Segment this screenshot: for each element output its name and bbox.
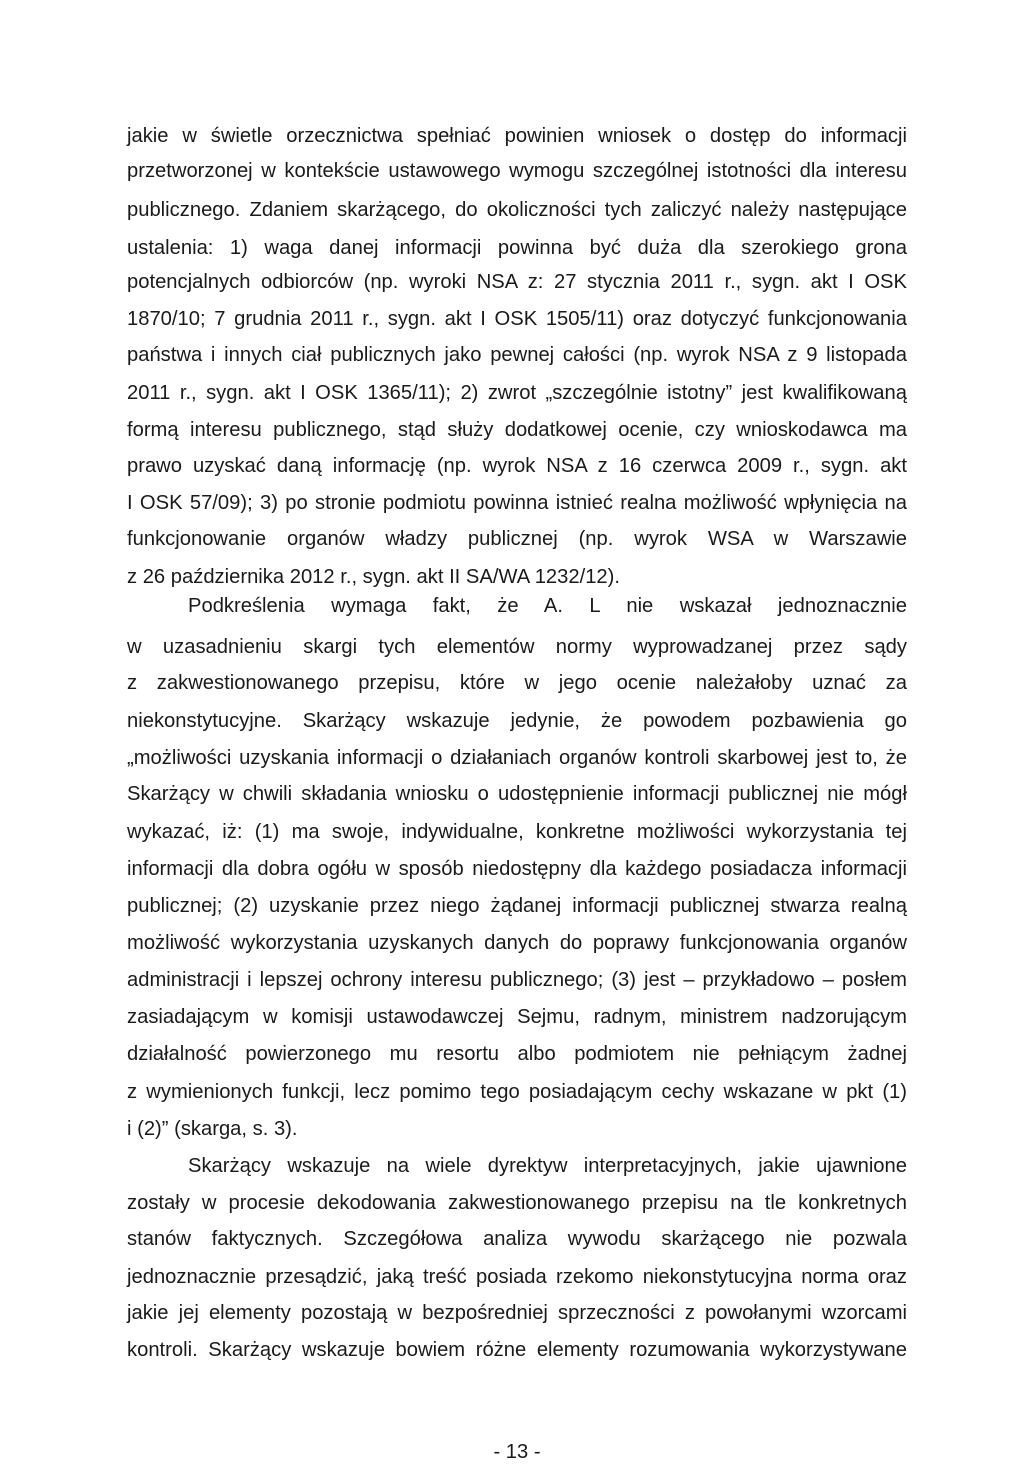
text-line: zostały w procesie dekodowania zakwestionowanego przepisu na tle konkretnych: [127, 1192, 907, 1214]
text-line: 1870/10; 7 grudnia 2011 r., sygn. akt I OSK 1505/11) oraz dotyczyć funkcjonowania: [127, 308, 907, 330]
text-line: działalność powierzonego mu resortu albo podmiotem nie pełniącym żadnej: [127, 1043, 907, 1065]
text-line: i (2)” (skarga, s. 3).: [127, 1118, 298, 1140]
text-line: formą interesu publicznego, stąd służy dodatkowej ocenie, czy wnioskodawca ma: [127, 419, 907, 441]
text-line: publicznej; (2) uzyskanie przez niego żądanej informacji publicznej stwarza realną: [127, 895, 907, 917]
text-line: ustalenia: 1) waga danej informacji powinna być duża dla szerokiego grona: [127, 237, 907, 259]
text-line: przetworzonej w kontekście ustawowego wymogu szczególnej istotności dla interesu: [127, 160, 907, 182]
text-line: z wymienionych funkcji, lecz pomimo tego posiadającym cechy wskazane w pkt (1): [127, 1081, 907, 1103]
text-line: administracji i lepszej ochrony interesu publicznego; (3) jest – przykładowo – posłem: [127, 969, 907, 991]
text-line: kontroli. Skarżący wskazuje bowiem różne elementy rozumowania wykorzystywane: [127, 1339, 907, 1361]
text-line: możliwość wykorzystania uzyskanych danych do poprawy funkcjonowania organów: [127, 932, 907, 954]
text-line: z zakwestionowanego przepisu, które w jego ocenie należałoby uznać za: [127, 672, 907, 694]
text-line: w uzasadnieniu skargi tych elementów normy wyprowadzanej przez sądy: [127, 636, 907, 658]
text-line: „możliwości uzyskania informacji o działaniach organów kontroli skarbowej jest to, że: [127, 747, 907, 769]
text-line: jednoznacznie przesądzić, jaką treść posiada rzekomo niekonstytucyjna norma oraz: [127, 1266, 907, 1288]
text-line: niekonstytucyjne. Skarżący wskazuje jedynie, że powodem pozbawienia go: [127, 710, 907, 732]
text-line: I OSK 57/09); 3) po stronie podmiotu powinna istnieć realna możliwość wpłynięcia na: [127, 492, 907, 514]
text-line: potencjalnych odbiorców (np. wyroki NSA z: 27 stycznia 2011 r., sygn. akt I OSK: [127, 271, 907, 293]
text-line: Skarżący wskazuje na wiele dyrektyw interpretacyjnych, jakie ujawnione: [188, 1155, 907, 1177]
text-line: wykazać, iż: (1) ma swoje, indywidualne, konkretne możliwości wykorzystania tej: [127, 821, 907, 843]
text-line: 2011 r., sygn. akt I OSK 1365/11); 2) zwrot „szczególnie istotny” jest kwalifikowaną: [127, 382, 907, 404]
page-number: - 13 -: [493, 1441, 541, 1463]
text-line: stanów faktycznych. Szczegółowa analiza wywodu skarżącego nie pozwala: [127, 1228, 907, 1250]
text-line: jakie jej elementy pozostają w bezpośredniej sprzeczności z powołanymi wzorcami: [127, 1302, 907, 1324]
text-line: jakie w świetle orzecznictwa spełniać powinien wniosek o dostęp do informacji: [127, 125, 907, 147]
text-line: informacji dla dobra ogółu w sposób niedostępny dla każdego posiadacza informacji: [127, 858, 907, 880]
text-line: prawo uzyskać daną informację (np. wyrok NSA z 16 czerwca 2009 r., sygn. akt: [127, 455, 907, 477]
text-line: państwa i innych ciał publicznych jako pewnej całości (np. wyrok NSA z 9 listopada: [127, 344, 907, 366]
text-line: publicznego. Zdaniem skarżącego, do okoliczności tych zaliczyć należy następujące: [127, 199, 907, 221]
text-line: Podkreślenia wymaga fakt, że A. L nie wskazał jednoznacznie: [188, 595, 907, 617]
text-line: zasiadającym w komisji ustawodawczej Sejmu, radnym, ministrem nadzorującym: [127, 1006, 907, 1028]
text-line: funkcjonowanie organów władzy publicznej (np. wyrok WSA w Warszawie: [127, 528, 907, 550]
text-line: Skarżący w chwili składania wniosku o udostępnienie informacji publicznej nie mógł: [127, 783, 907, 805]
text-line: z 26 października 2012 r., sygn. akt II SA/WA 1232/12).: [127, 566, 620, 588]
